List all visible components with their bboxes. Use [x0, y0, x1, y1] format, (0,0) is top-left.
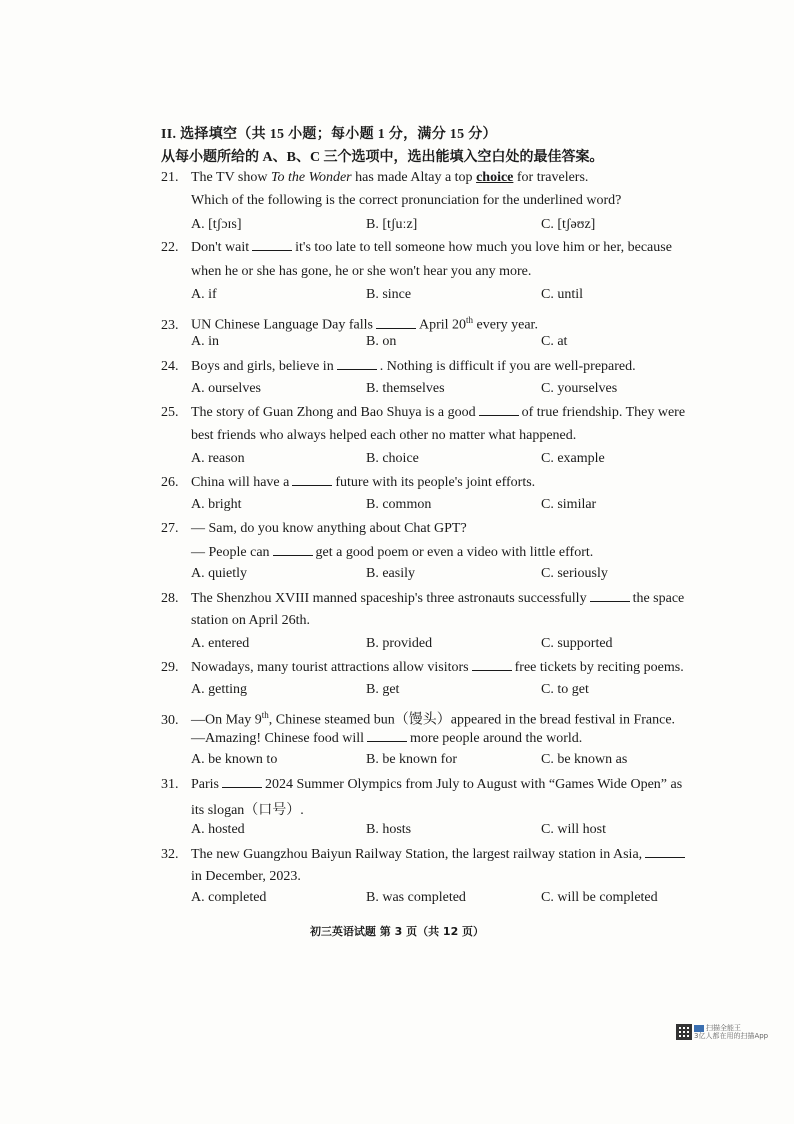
answer-blank	[479, 403, 519, 416]
option-b[interactable]: B. [tʃuːz]	[366, 217, 418, 232]
question-21-line2: Which of the following is the correct pronunciation for the underlined word?	[191, 193, 622, 208]
question-23-options	[191, 334, 711, 354]
option-b[interactable]: B. easily	[366, 566, 415, 581]
option-a[interactable]: A. if	[191, 287, 217, 302]
option-c[interactable]: C. supported	[541, 636, 613, 651]
option-b[interactable]: B. provided	[366, 636, 433, 651]
option-b[interactable]: B. get	[366, 682, 400, 697]
question-31-line2: its slogan（口号）.	[191, 803, 304, 818]
question-21-options	[191, 217, 711, 237]
option-a[interactable]: A. hosted	[191, 822, 245, 837]
answer-blank	[472, 658, 512, 671]
page-footer: 初三英语试题 第 3 页（共 12 页）	[309, 925, 485, 938]
question-28-line2: station on April 26th.	[191, 613, 310, 628]
option-a[interactable]: A. completed	[191, 890, 267, 905]
section-title: II. 选择填空（共 15 小题；每小题 1 分，满分 15 分）	[161, 127, 497, 142]
answer-blank	[367, 729, 407, 742]
option-a[interactable]: A. ourselves	[191, 381, 261, 396]
answer-blank	[292, 473, 332, 486]
answer-blank	[252, 238, 292, 251]
answer-blank	[645, 845, 685, 858]
question-30-options	[191, 752, 711, 772]
option-a[interactable]: A. getting	[191, 682, 247, 697]
qr-code-icon	[676, 1024, 692, 1040]
option-b[interactable]: B. since	[366, 287, 412, 302]
option-b[interactable]: B. be known for	[366, 752, 457, 767]
option-c[interactable]: C. at	[541, 334, 568, 349]
option-c[interactable]: C. will be completed	[541, 890, 658, 905]
question-25: 25. The story of Guan Zhong and Bao Shuya is a good of true friendship. They were	[161, 405, 686, 420]
scanner-logo-icon	[694, 1025, 704, 1032]
question-24-options	[191, 381, 711, 401]
question-29-options	[191, 682, 711, 702]
question-27-options	[191, 566, 711, 586]
answer-blank	[337, 357, 377, 370]
question-25-options	[191, 451, 711, 471]
answer-blank	[376, 316, 416, 329]
option-a[interactable]: A. be known to	[191, 752, 278, 767]
answer-blank	[590, 589, 630, 602]
question-27-line2: — People can get a good poem or even a video with little effort.	[191, 545, 594, 560]
option-b[interactable]: B. choice	[366, 451, 419, 466]
option-c[interactable]: C. similar	[541, 497, 597, 512]
option-a[interactable]: A. in	[191, 334, 219, 349]
question-25-line2: best friends who always helped each other no matter what happened.	[191, 428, 577, 443]
question-32-options	[191, 890, 711, 910]
answer-blank	[273, 543, 313, 556]
question-26-options	[191, 497, 711, 517]
question-32-line2: in December, 2023.	[191, 869, 301, 884]
option-c[interactable]: C. example	[541, 451, 605, 466]
section-instruction: 从每小题所给的 A、B、C 三个选项中，选出能填入空白处的最佳答案。	[161, 150, 604, 165]
option-c[interactable]: C. [tʃəʊz]	[541, 217, 596, 232]
option-a[interactable]: A. quietly	[191, 566, 247, 581]
option-c[interactable]: C. seriously	[541, 566, 608, 581]
underlined-word: choice	[476, 170, 514, 185]
question-22: 22. Don't wait it's too late to tell someone how much you love him or her, because	[161, 240, 672, 255]
option-a[interactable]: A. reason	[191, 451, 245, 466]
question-30: 30. —On May 9th, Chinese steamed bun（馒头）appeared in the bread festival in France.	[161, 710, 676, 728]
scanner-watermark: 扫描全能王 3亿人都在用的扫描App	[694, 1024, 769, 1040]
option-b[interactable]: B. themselves	[366, 381, 445, 396]
option-c[interactable]: C. yourselves	[541, 381, 618, 396]
question-31-options	[191, 822, 711, 842]
question-28: 28. The Shenzhou XVIII manned spaceship's three astronauts successfully the space	[161, 591, 685, 606]
option-c[interactable]: C. will host	[541, 822, 606, 837]
question-26: 26. China will have a future with its people's joint efforts.	[161, 475, 536, 490]
option-c[interactable]: C. until	[541, 287, 584, 302]
option-c[interactable]: C. be known as	[541, 752, 628, 767]
option-a[interactable]: A. [tʃɔɪs]	[191, 217, 242, 232]
question-21: 21. The TV show To the Wonder has made Altay a top choice for travelers.	[161, 170, 589, 185]
question-22-options	[191, 287, 711, 307]
question-23: 23. UN Chinese Language Day falls April 20th every year.	[161, 315, 538, 333]
answer-blank	[222, 775, 262, 788]
option-a[interactable]: A. entered	[191, 636, 250, 651]
question-27: 27. — Sam, do you know anything about Chat GPT?	[161, 521, 467, 536]
option-b[interactable]: B. hosts	[366, 822, 412, 837]
option-c[interactable]: C. to get	[541, 682, 589, 697]
option-b[interactable]: B. was completed	[366, 890, 466, 905]
option-b[interactable]: B. on	[366, 334, 397, 349]
question-31: 31. Paris 2024 Summer Olympics from July to August with “Games Wide Open” as	[161, 777, 683, 792]
question-28-options	[191, 636, 711, 656]
question-29: 29. Nowadays, many tourist attractions allow visitors free tickets by reciting poems.	[161, 660, 684, 675]
option-a[interactable]: A. bright	[191, 497, 242, 512]
question-32: 32. The new Guangzhou Baiyun Railway Station, the largest railway station in Asia,	[161, 843, 688, 867]
option-b[interactable]: B. common	[366, 497, 432, 512]
question-24: 24. Boys and girls, believe in . Nothing is difficult if you are well-prepared.	[161, 359, 636, 374]
question-22-line2: when he or she has gone, he or she won't hear you any more.	[191, 264, 532, 279]
question-30-line2: —Amazing! Chinese food will more people around the world.	[191, 731, 583, 746]
